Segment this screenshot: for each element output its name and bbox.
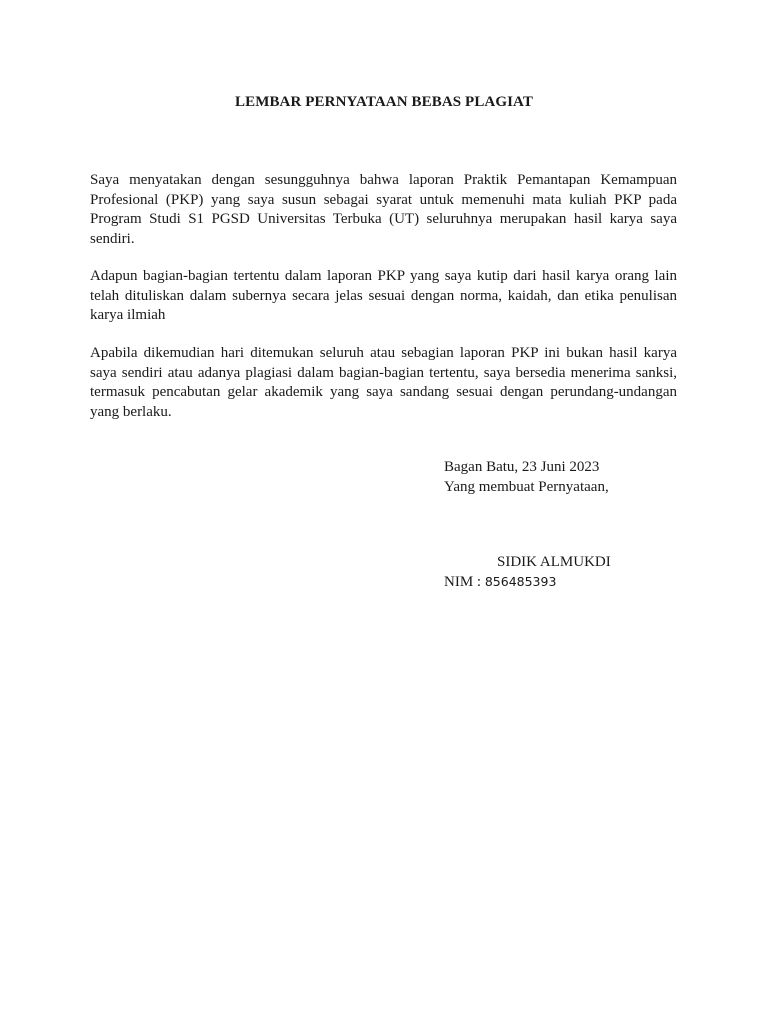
signature-role: Yang membuat Pernyataan, <box>444 479 609 495</box>
document-title: LEMBAR PERNYATAAN BEBAS PLAGIAT <box>234 94 533 110</box>
nim-value: 856485393 <box>484 574 557 589</box>
nim-label: NIM : <box>444 574 485 590</box>
statement-paragraph-1: Saya menyatakan dengan sesungguhnya bahwa laporan Praktik Pemantapan Kemampuan Profesional (PKP) yang saya susun sebagai syarat untuk memenuhi mata kuliah PKP pada Program Studi S1 PGSD Universitas Terbuka (UT) seluruhnya merupakan hasil karya saya sendiri. <box>90 172 677 247</box>
statement-paragraph-3: Apabila dikemudian hari ditemukan seluruh atau sebagian laporan PKP ini bukan hasil karya saya sendiri atau adanya plagiasi dalam bagian-bagian tertentu, saya bersedia menerima sanksi, termasuk pencabutan gelar akademik yang saya sandang sesuai dengan perundang-undangan yang berlaku. <box>90 345 677 420</box>
signature-place-date: Bagan Batu, 23 Juni 2023 <box>444 459 600 475</box>
signatory-name: SIDIK ALMUKDI <box>497 554 611 570</box>
signatory-nim <box>444 572 556 593</box>
statement-paragraph-2: Adapun bagian-bagian tertentu dalam laporan PKP yang saya kutip dari hasil karya orang lain telah dituliskan dalam subernya secara jelas sesuai dengan norma, kaidah, dan etika penulisan karya ilmiah <box>90 268 677 323</box>
